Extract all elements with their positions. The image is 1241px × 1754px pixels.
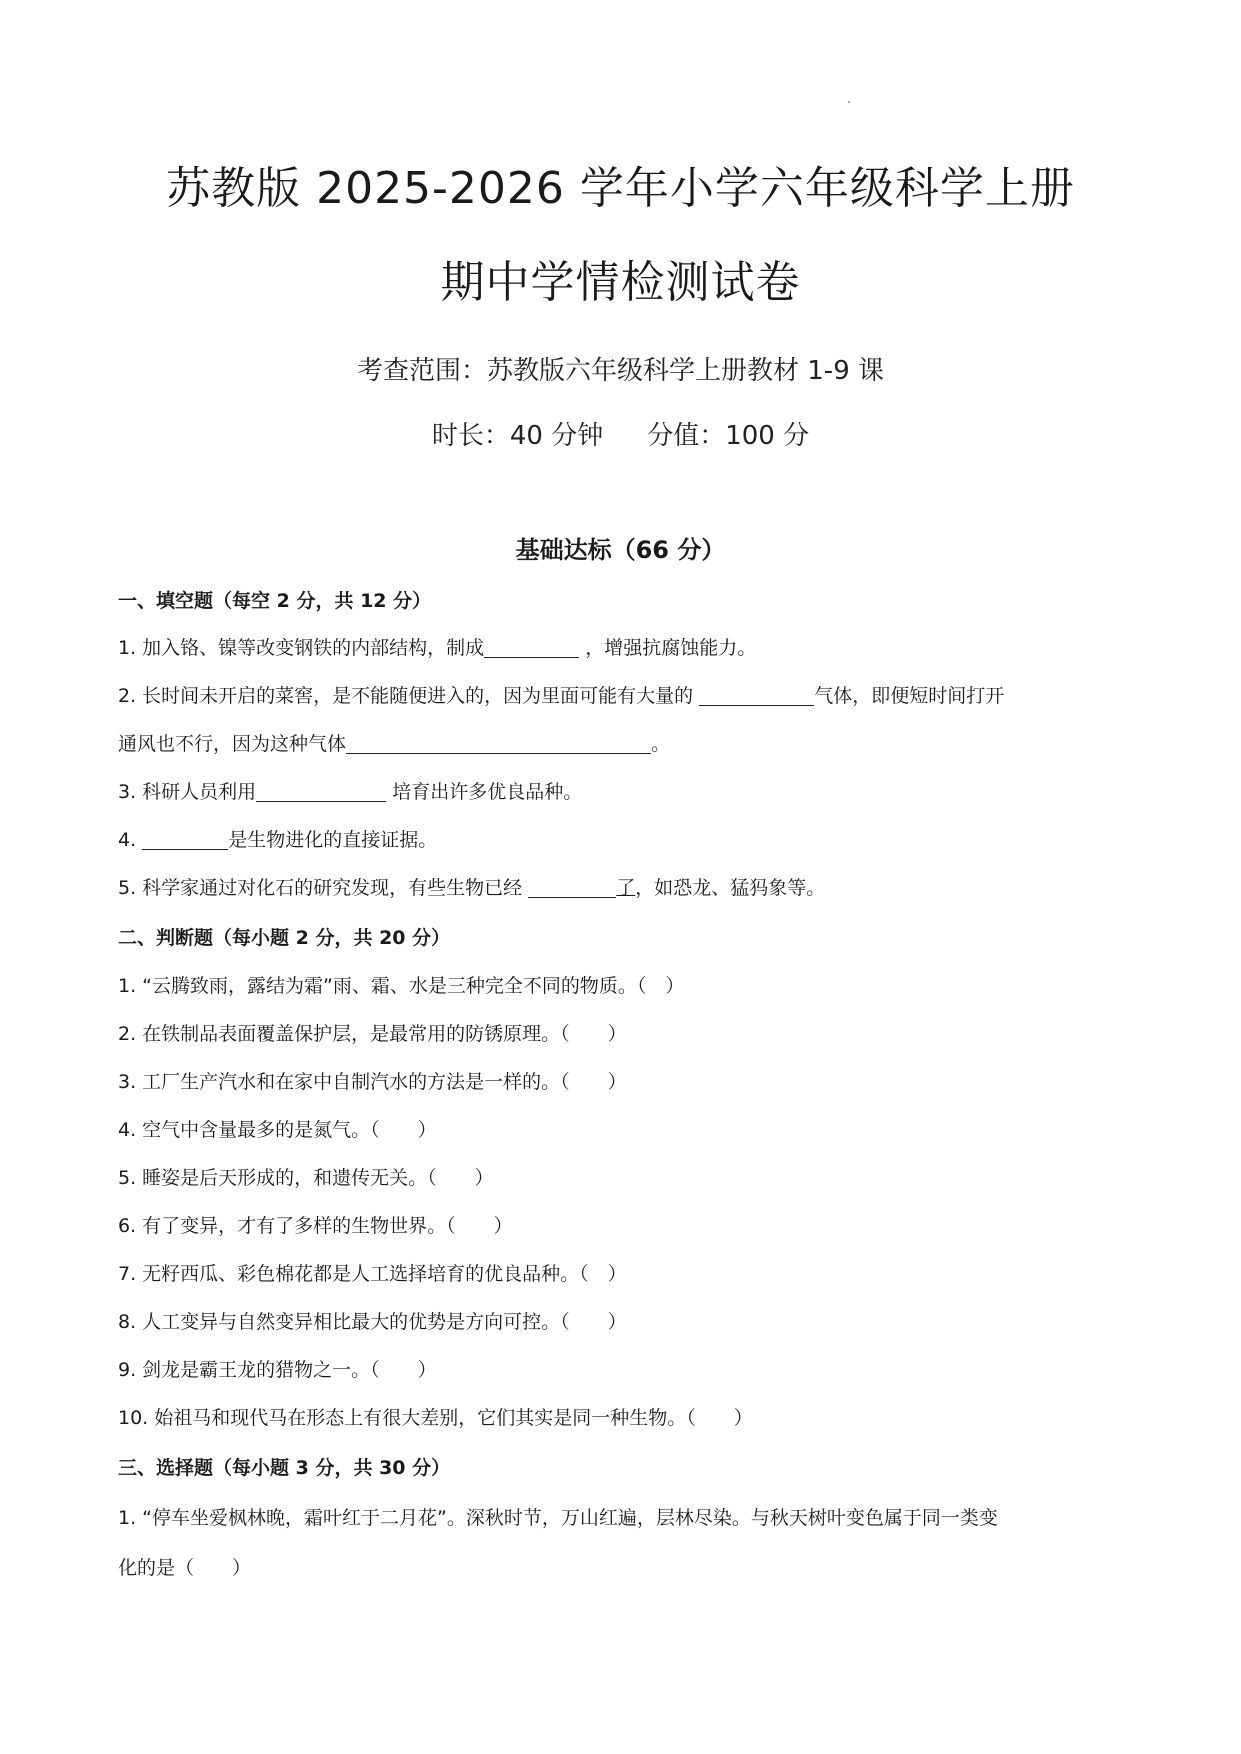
answer-blank[interactable]	[699, 685, 814, 706]
exam-title-line2: 期中学情检测试卷	[440, 257, 801, 308]
q2-text-c: 通风也不行，因为这种气体	[118, 733, 347, 755]
q5-text-a: 5. 科学家通过对化石的研究发现，有些生物已经	[118, 877, 523, 899]
answer-blank[interactable]	[528, 877, 616, 898]
q5-underlined-char: 了	[616, 877, 636, 899]
judge-question-3: 3. 工厂生产汽水和在家中自制汽水的方法是一样的。（ ）	[118, 1071, 627, 1093]
judge-question-1: 1. “云腾致雨，露结为霜”雨、霜、水是三种完全不同的物质。（ ）	[118, 975, 685, 997]
answer-blank[interactable]	[484, 637, 579, 658]
answer-blank[interactable]	[142, 829, 228, 850]
q1-text-a: 1. 加入铬、镍等改变钢铁的内部结构，制成	[118, 637, 485, 659]
answer-blank[interactable]	[346, 733, 651, 754]
exam-meta-row	[0, 415, 1241, 452]
judge-question-2: 2. 在铁制品表面覆盖保护层，是最常用的防锈原理。（ ）	[118, 1023, 627, 1045]
q4-text-b: 是生物进化的直接证据。	[228, 829, 438, 851]
part3-heading: 三、选择题（每小题 3 分，共 30 分）	[118, 1457, 451, 1479]
fill-question-2	[118, 681, 1004, 708]
judge-question-7: 7. 无籽西瓜、彩色棉花都是人工选择培育的优良品种。（ ）	[118, 1263, 627, 1285]
section-title: 基础达标（66 分）	[515, 536, 726, 564]
q5-text-b: ，如恐龙、猛犸象等。	[635, 877, 826, 899]
exam-scope: 考查范围：苏教版六年级科学上册教材 1-9 课	[357, 356, 884, 386]
q2-text-b: 气体，即便短时间打开	[814, 685, 1005, 707]
part1-heading: 一、填空题（每空 2 分，共 12 分）	[118, 590, 432, 612]
judge-question-9: 9. 剑龙是霸王龙的猎物之一。（ ）	[118, 1359, 437, 1381]
part2-heading: 二、判断题（每小题 2 分，共 20 分）	[118, 927, 451, 949]
judge-question-10: 10. 始祖马和现代马在形态上有很大差别，它们其实是同一种生物。（ ）	[118, 1407, 753, 1429]
q1-text-b: ，增强抗腐蚀能力。	[585, 637, 757, 659]
fill-question-2-cont	[118, 729, 670, 756]
judge-question-6: 6. 有了变异，才有了多样的生物世界。（ ）	[118, 1215, 513, 1237]
q2-text-d: 。	[651, 733, 671, 755]
choice-question-1: 1. “停车坐爱枫林晚，霜叶红于二月花”。深秋时节，万山红遍，层林尽染。与秋天树叶变色属于同一类变	[118, 1507, 998, 1529]
q3-text-a: 3. 科研人员利用	[118, 781, 257, 803]
q2-text-a: 2. 长时间未开启的菜窖，是不能随便进入的，因为里面可能有大量的	[118, 685, 694, 707]
fill-question-5	[118, 873, 825, 900]
choice-question-1-cont: 化的是（ ）	[118, 1557, 252, 1579]
scan-speck	[848, 101, 850, 103]
judge-question-5: 5. 睡姿是后天形成的，和遗传无关。（ ）	[118, 1167, 494, 1189]
exam-duration: 时长：40 分钟	[431, 421, 604, 451]
exam-title-line1: 苏教版 2025-2026 学年小学六年级科学上册	[166, 163, 1075, 214]
judge-question-4: 4. 空气中含量最多的是氮气。（ ）	[118, 1119, 437, 1141]
answer-blank[interactable]	[256, 781, 386, 802]
fill-question-4	[118, 825, 437, 852]
judge-question-8: 8. 人工变异与自然变异相比最大的优势是方向可控。（ ）	[118, 1311, 627, 1333]
fill-question-1	[118, 633, 756, 660]
q3-text-b: 培育出许多优良品种。	[392, 781, 583, 803]
fill-question-3	[118, 777, 582, 804]
q4-text-a: 4.	[118, 829, 137, 851]
exam-score: 分值：100 分	[647, 421, 810, 451]
